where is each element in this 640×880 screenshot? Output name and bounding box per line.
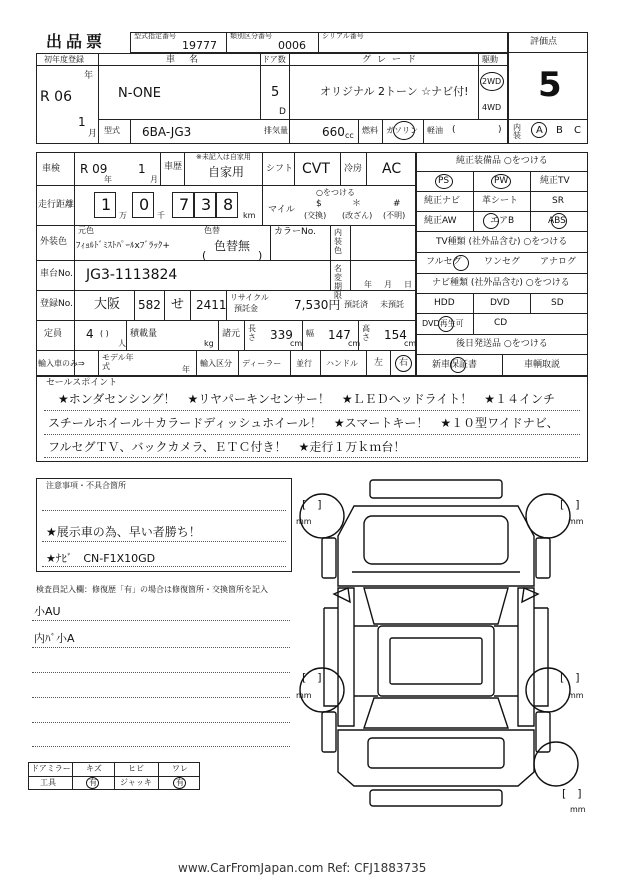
- height-cm: cm: [404, 339, 417, 348]
- footer-ref: www.CarFromJapan.com Ref: CFJ1883735: [178, 861, 427, 875]
- color-paren-open: (: [202, 249, 207, 262]
- color-no-label: カラーNo.: [274, 227, 316, 237]
- equip-abs-circle: [551, 213, 567, 229]
- mileage-sen: 千: [157, 211, 165, 220]
- navi-dvd: DVD: [490, 298, 510, 308]
- legend-jack-circle: [173, 777, 186, 789]
- interior-label: 内装: [513, 123, 521, 140]
- mileage-label: 走行距離: [38, 200, 75, 210]
- color-original-label: 元色: [78, 226, 94, 235]
- mileage-mile: マイル: [268, 205, 295, 215]
- notes-line-1: ★展示車の為、早い者勝ち！: [46, 525, 201, 539]
- mileage-digit-2: 0: [139, 195, 150, 214]
- tire-fr-mm: mm: [568, 517, 584, 526]
- rename-day-unit: 日: [404, 280, 412, 289]
- capacity-label: 定員: [44, 329, 63, 339]
- import-dealer: ディーラー: [242, 359, 282, 368]
- spare-wheel: [534, 742, 578, 786]
- notes-label: 注意事項・不具合箇所: [46, 481, 126, 490]
- interior-c: C: [574, 125, 581, 136]
- grade-label: グレード: [362, 55, 423, 65]
- later-manual: 車輌取説: [524, 360, 561, 370]
- sheet-title: 出品票: [46, 32, 107, 51]
- height-value: 154: [384, 328, 407, 342]
- legend-crack: ヒビ: [128, 764, 144, 773]
- shift-label: シフト: [266, 164, 294, 174]
- mileage-tamper: (改ざん): [342, 211, 373, 220]
- chassis-value: JG3-1113824: [86, 267, 178, 283]
- import-parallel: 並行: [296, 359, 312, 368]
- equip-sr: SR: [552, 196, 564, 206]
- model-cert-label: 型式指定番号: [134, 32, 176, 40]
- legend-jack: ジャッキ: [120, 778, 152, 787]
- left-mirror: [334, 588, 350, 602]
- displacement-label: 排気量: [264, 126, 288, 135]
- fuel-diesel: 軽油: [427, 126, 443, 135]
- legend-doormirror: ドアミラー: [31, 764, 71, 773]
- tv-analog: アナログ: [540, 257, 577, 267]
- first-reg-label: 初年度登録: [44, 55, 84, 64]
- tv-fullseg: フルセグ: [426, 257, 462, 267]
- legend-tools-yes: 有: [89, 778, 97, 787]
- first-reg-month-unit: 月: [88, 129, 98, 139]
- doors-label: ドア数: [262, 55, 286, 64]
- drive-4wd: 4WD: [482, 103, 502, 112]
- class-no: 0006: [278, 39, 306, 52]
- inspector-line-1: 小AU: [34, 605, 61, 618]
- equip-aw: 純正AW: [424, 216, 457, 226]
- width-value: 147: [328, 328, 351, 342]
- sales-line-3: フルセグＴＶ、バックカメラ、ＥＴＣ付き！ ★走行１万ｋｍ台！: [48, 440, 406, 454]
- recycle-label-2: 預託金: [234, 304, 258, 313]
- height-label: 高さ: [362, 324, 370, 342]
- color-label: 外装色: [40, 237, 68, 247]
- first-reg-year-unit: 年: [84, 71, 94, 81]
- drive-2wd-circle: [480, 72, 504, 91]
- car-name: N-ONE: [118, 86, 161, 101]
- capacity-value: 4: [86, 327, 94, 341]
- shaken-year: R 09: [80, 162, 108, 176]
- width-cm: cm: [348, 339, 361, 348]
- right-mirror: [522, 588, 538, 602]
- tire-rl-bracket: [ ]: [302, 671, 322, 684]
- navi-dvd-play-circle: [438, 316, 454, 332]
- later-warranty: 新車保証書: [432, 360, 478, 370]
- color-change-label: 色替: [204, 226, 220, 235]
- length-value: 339: [270, 328, 293, 342]
- model-label: 型式: [104, 126, 120, 135]
- color-original: ﾌｨｮﾙﾄﾞﾐｽﾄﾊﾟｰﾙxﾌﾞﾗｯｸ+: [76, 241, 170, 251]
- use-value: 自家用: [208, 165, 245, 179]
- handle-label: ハンドル: [326, 359, 358, 368]
- doors-value: 5: [271, 85, 280, 100]
- drive-label: 駆動: [482, 55, 498, 64]
- rename-label: 名変期限: [334, 264, 342, 300]
- mileage-exchange-symbol: $: [316, 199, 322, 209]
- rename-year-unit: 年: [364, 280, 372, 289]
- length-cm: cm: [290, 339, 303, 348]
- later-warranty-circle: [450, 357, 466, 373]
- class-label: 類別区分番号: [230, 32, 272, 40]
- displacement-cc: cc: [345, 131, 354, 140]
- navi-header: ナビ種類 (社外品含む) ○をつける: [432, 278, 570, 288]
- windshield: [364, 588, 508, 624]
- model-cert-no: 19777: [182, 39, 217, 52]
- mileage-unknown: (不明): [383, 211, 406, 220]
- interior-a-circle: [531, 122, 547, 138]
- mileage-digit-1: 1: [101, 195, 112, 214]
- rear-left-tyre: [322, 712, 336, 752]
- model-year-label: モデル年式: [102, 353, 134, 371]
- recycle-not: 未預託: [380, 300, 404, 309]
- drive-2wd: 2WD: [482, 77, 502, 86]
- use-label: 車歴: [164, 162, 183, 172]
- tire-fl-bracket: [ ]: [302, 498, 322, 511]
- equip-abs: ABS: [548, 216, 566, 226]
- rear-window: [364, 698, 508, 728]
- tire-rr-mm: mm: [568, 691, 584, 700]
- load-kg: kg: [204, 339, 214, 348]
- door-type: D: [279, 107, 286, 117]
- mileage-digit-4: 3: [201, 195, 212, 214]
- navi-sd: SD: [551, 298, 564, 308]
- grade-value: オリジナル 2トーン ☆ナビ付!: [320, 85, 469, 98]
- sales-line-2: スチールホイール＋カラードディッシュホイール！ ★スマートキー！ ★１０型ワイドナビ、: [48, 416, 559, 430]
- equip-header: 純正装備品 ○をつける: [456, 156, 548, 166]
- handle-left: 左: [374, 358, 384, 368]
- tire-spare-bracket: [ ]: [562, 787, 582, 800]
- recycle-label-1: リサイクル: [230, 293, 269, 302]
- capacity-paren: ( ): [100, 329, 109, 338]
- notes-line-2: ★ﾅﾋﾞ CN-F1X10GD: [46, 552, 156, 565]
- shaken-month-unit: 月: [150, 175, 158, 184]
- shaken-month: 1: [138, 162, 146, 176]
- car-damage-diagram: [294, 476, 594, 812]
- rear-bumper: [370, 790, 502, 806]
- recycle-done: 預託済: [344, 300, 368, 309]
- sales-label: セールスポイント: [46, 378, 118, 388]
- tv-fullseg-circle: [453, 255, 469, 271]
- mileage-tamper-symbol: ＊: [352, 199, 362, 209]
- ac-value: AC: [382, 161, 402, 177]
- legend-tools: 工具: [40, 778, 56, 787]
- color-paren-close: ): [258, 249, 263, 262]
- chassis-label: 車台No.: [40, 269, 73, 279]
- navi-dvd-play: DVD再生可: [422, 319, 464, 328]
- shift-value: CVT: [302, 161, 330, 177]
- inspector-label: 検査員記入欄：修復歴「有」の場合は修復箇所・交換箇所を記入: [36, 585, 268, 594]
- dims-label: 諸元: [222, 329, 241, 339]
- score-value: 5: [538, 65, 562, 105]
- tv-oneseg: ワンセグ: [484, 257, 521, 267]
- legend-tools-circle: [86, 777, 99, 789]
- shaken-label: 車検: [42, 164, 61, 174]
- later-header: 後日発送品 ○をつける: [456, 339, 548, 349]
- left-side: [338, 588, 354, 726]
- equip-navi: 純正ナビ: [424, 196, 461, 206]
- displacement-value: 660: [322, 125, 345, 139]
- mileage-unknown-symbol: #: [393, 199, 401, 209]
- legend-break: ワレ: [172, 764, 188, 773]
- width-label: 幅: [306, 329, 314, 338]
- reg-label: 登録No.: [40, 299, 73, 309]
- equip-tv: 純正TV: [540, 176, 570, 186]
- roof: [378, 626, 494, 696]
- handle-right-circle: [395, 355, 412, 372]
- front-right-tyre: [536, 538, 550, 578]
- equip-leather: 革シート: [482, 196, 519, 206]
- mileage-digit-3: 7: [179, 195, 190, 214]
- mileage-digit-5: 8: [223, 195, 234, 214]
- interior-a: A: [536, 125, 543, 136]
- fuel-gasoline-circle: [393, 121, 415, 140]
- recycle-value: 7,530円: [294, 298, 341, 312]
- navi-cd: CD: [494, 318, 508, 328]
- reg-kana: せ: [171, 297, 185, 312]
- navi-hdd: HDD: [434, 298, 455, 308]
- legend-jack-yes: 有: [176, 778, 184, 787]
- interior-b: B: [556, 125, 563, 136]
- model-value: 6BA-JG3: [142, 125, 192, 139]
- equip-ps: PS: [438, 176, 450, 186]
- car-name-label: 車名: [166, 55, 213, 65]
- tire-fr-bracket: [ ]: [560, 498, 580, 511]
- legend-scratch: キズ: [86, 764, 102, 773]
- ac-label: 冷房: [344, 164, 363, 174]
- tire-fl-mm: mm: [296, 517, 312, 526]
- front-bumper: [370, 480, 502, 498]
- mileage-km: km: [243, 211, 256, 220]
- mileage-exchange: (交換): [304, 211, 327, 220]
- tire-rr-bracket: [ ]: [560, 671, 580, 684]
- rename-month-unit: 月: [384, 280, 392, 289]
- mileage-check-label: ○をつける: [316, 188, 355, 197]
- color-change: 色替無: [214, 239, 251, 253]
- equip-pw: PW: [494, 176, 509, 186]
- tv-header: TV種類 (社外品含む) ○をつける: [436, 237, 568, 247]
- handle-right: 右: [399, 358, 409, 368]
- import-label: 輸入車のみ⇒: [38, 359, 85, 368]
- tire-spare-mm: mm: [570, 805, 586, 814]
- length-label: 長さ: [248, 324, 256, 342]
- capacity-person: 人: [118, 339, 126, 348]
- equip-pw-circle: [491, 174, 511, 189]
- equip-ps-circle: [435, 174, 453, 189]
- first-reg-month: 1: [78, 115, 86, 129]
- inspector-line-2: 内ﾊﾞ小A: [34, 632, 75, 645]
- fuel-gasoline: ガソリン: [386, 126, 418, 135]
- fuel-label: 燃料: [362, 126, 378, 135]
- reg-class: 582: [138, 298, 161, 312]
- load-label: 積載量: [130, 329, 158, 339]
- front-left-tyre: [322, 538, 336, 578]
- import-type-label: 輸入区分: [200, 359, 232, 368]
- serial-label: シリアル番号: [322, 32, 364, 40]
- mileage-man: 万: [119, 211, 127, 220]
- shaken-year-unit: 年: [104, 175, 112, 184]
- reg-region: 大阪: [94, 297, 121, 312]
- score-label: 評価点: [530, 37, 558, 47]
- reg-number: 2411: [196, 298, 227, 312]
- interior-color-label: 内装色: [334, 228, 342, 255]
- tire-rl-mm: mm: [296, 691, 312, 700]
- use-note: ※未記入は自家用: [196, 153, 251, 161]
- first-reg-year: R 06: [40, 89, 72, 105]
- equip-airbag-circle: [483, 213, 499, 229]
- equip-airbag: エアB: [490, 216, 515, 226]
- sales-line-1: ★ホンダセンシング！ ★リヤパーキンセンサー！ ★ＬＥＤヘッドライト！ ★１４インチ: [58, 392, 555, 406]
- model-year-unit: 年: [182, 365, 190, 374]
